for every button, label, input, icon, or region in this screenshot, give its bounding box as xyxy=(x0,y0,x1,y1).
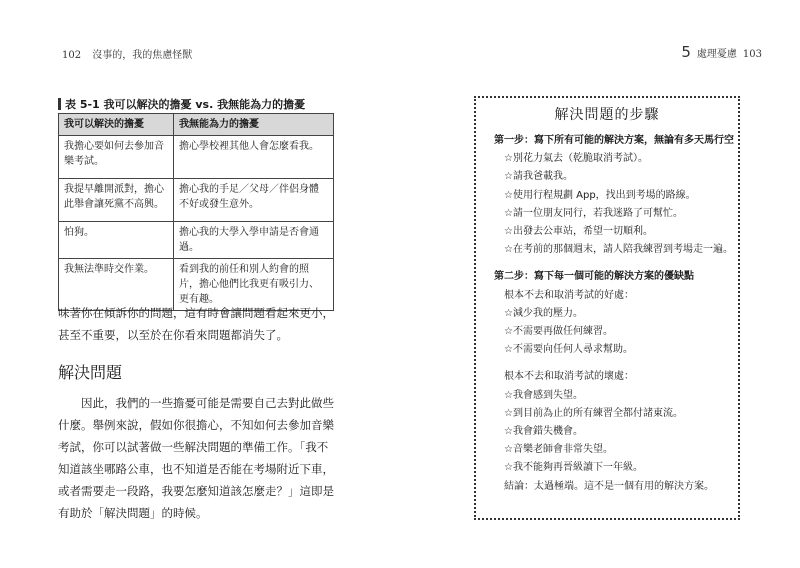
list-item: ☆我不能夠再晉級讀下一年級。 xyxy=(504,462,643,474)
table-row xyxy=(59,222,334,259)
table-header-row xyxy=(59,114,334,136)
right-running-header xyxy=(681,43,762,61)
list-item: ☆請我爸載我。 xyxy=(504,171,573,183)
worry-table xyxy=(58,113,334,311)
table-caption xyxy=(58,96,305,112)
list-item: ☆到目前為止的所有練習全都付諸東流。 xyxy=(504,407,683,419)
list-item: ☆使用行程規劃 App，找出到考場的路線。 xyxy=(504,189,696,201)
table-cell: 看到我的前任和別人約會的照片，擔心他們比我更有吸引力、更有趣。 xyxy=(174,259,334,311)
list-item: ☆音樂老師會非常失望。 xyxy=(504,444,613,456)
step-one-heading: 第一步：寫下所有可能的解決方案，無論有多天馬行空 xyxy=(494,135,734,146)
table-cell: 我無法準時交作業。 xyxy=(59,259,174,311)
box-content xyxy=(494,132,734,496)
table-row xyxy=(59,179,334,222)
step-two-heading: 第二步：寫下每一個可能的解決方案的優缺點 xyxy=(494,271,694,283)
list-item: ☆在考前的那個週末，請人陪我練習到考場走一遍。 xyxy=(504,244,733,256)
left-page-number: 102 xyxy=(62,50,82,61)
table-cell: 擔心我的大學入學申請是否會通過。 xyxy=(174,222,334,259)
table-cell: 怕狗。 xyxy=(59,222,174,259)
column-header: 我可以解決的擔憂 xyxy=(59,114,174,136)
list-item: ☆我會感到失望。 xyxy=(504,389,583,401)
table-cell: 我提早離開派對，擔心此舉會讓死黨不高興。 xyxy=(59,179,174,222)
chapter-title: 處理憂慮 xyxy=(696,49,737,60)
list-item: ☆請一位朋友同行，若我迷路了可幫忙。 xyxy=(504,207,683,219)
body-paragraph: 因此，我們的一些擔憂可能是需要自己去對此做些什麼。舉例來說，假如你很擔心，不知如何去參加音樂考試，你可以試著做一些解決問題的準備工作。「我不知道該坐哪路公車，也不知道是否能在考場附近下車，或者需要走一段路，我要怎麼知道該怎麼走？」這即是有助於「解決問題」的時候。 xyxy=(58,396,334,520)
pros-label: 根本不去和取消考試的好處： xyxy=(504,289,634,301)
table-cell: 我擔心要如何去參加音樂考試。 xyxy=(59,136,174,179)
box-title: 解決問題的步驟 xyxy=(554,107,660,123)
column-header: 我無能為力的擔憂 xyxy=(174,114,334,136)
table-cell: 擔心我的手足／父母／伴侶身體不好或發生意外。 xyxy=(174,179,334,222)
right-page-number: 103 xyxy=(742,49,762,60)
list-item: ☆不需要再做任何練習。 xyxy=(504,326,613,338)
list-item: ☆出發去公車站，希望一切順利。 xyxy=(504,226,653,238)
list-item: ☆別花力氣去（乾脆取消考試）。 xyxy=(504,153,648,165)
table-caption-text: 表 5-1 我可以解決的擔憂 vs. 我無能為力的擔憂 xyxy=(65,98,306,111)
list-item: ☆減少我的壓力。 xyxy=(504,307,583,319)
caption-marker xyxy=(58,98,61,110)
left-running-header xyxy=(62,46,192,61)
list-item: ☆不需要向任何人尋求幫助。 xyxy=(504,344,633,356)
cons-label: 根本不去和取消考試的壞處： xyxy=(504,371,634,383)
table-cell: 擔心學校裡其他人會怎麼看我。 xyxy=(174,136,334,179)
table-row xyxy=(59,136,334,179)
section-heading: 解決問題 xyxy=(58,363,123,382)
book-title: 沒事的，我的焦慮怪獸 xyxy=(92,50,193,61)
body-paragraph: 味著你在傾訴你的問題，這有時會讓問題看起來更小，甚至不重要，以至於在你看來問題都消失了。 xyxy=(58,306,334,342)
list-item: ☆我會錯失機會。 xyxy=(504,426,583,438)
problem-solving-box xyxy=(474,96,740,520)
chapter-number: 5 xyxy=(681,43,691,61)
conclusion: 結論：太過極端。這不是一個有用的解決方案。 xyxy=(504,480,714,492)
